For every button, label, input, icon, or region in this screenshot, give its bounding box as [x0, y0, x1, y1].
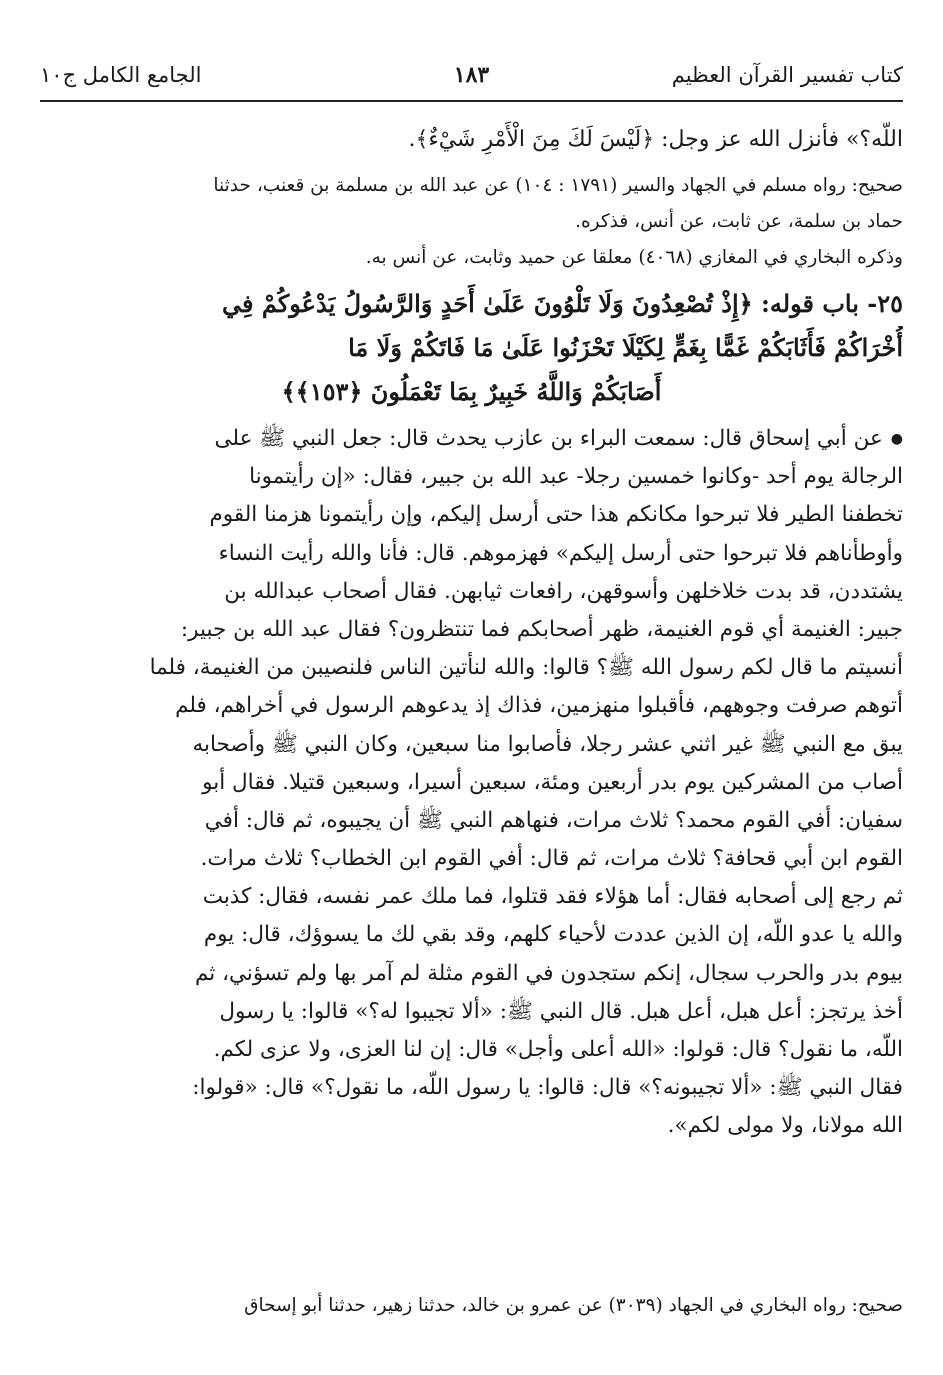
hadith-line: يشتددن، قد بدت خلاخلهن وأسوقهن، رافعات ثيابهن. فقال أصحاب عبدالله بن — [224, 578, 903, 604]
note-line: صحيح: رواه مسلم في الجهاد والسير (١٧٩١ : ١٠٤) عن عبد الله بن مسلمة بن قعنب، حدثنا — [213, 175, 903, 196]
book-title: كتاب تفسير القرآن العظيم — [671, 63, 903, 87]
page-content — [40, 118, 903, 1146]
hadith-line: الله مولانا، ولا مولى لكم». — [667, 1113, 903, 1139]
hadith-line: ثم رجع إلى أصحابه فقال: أما هؤلاء فقد قتلوا، فما ملك عمر نفسه، فقال: كذبت — [202, 884, 903, 910]
chapter-heading-line: أُخْرَاكُمْ فَأَثَابَكُمْ غَمًّا بِغَمٍّ لِكَيْلَا تَحْزَنُوا عَلَىٰ مَا فَاتَكُمْ وَلَا مَا — [348, 333, 903, 362]
hadith-line: وأوطأناهم فلا تبرحوا حتى أرسل إليكم» فهزموهم. قال: فأنا والله رأيت النساء — [218, 540, 903, 566]
hadith-line: أصاب من المشركين يوم بدر أربعين ومئة، سبعين أسيرا، وسبعين قتيلا. فقال أبو — [202, 769, 903, 795]
hadith-line: جبير: الغنيمة أي قوم الغنيمة، ظهر أصحابكم فما تنتظرون؟ فقال عبد الله بن جبير: — [180, 616, 903, 642]
volume-label: الجامع الكامل ج١٠ — [40, 63, 202, 87]
note-line: حماد بن سلمة، عن ثابت، عن أنس، فذكره. — [575, 211, 903, 232]
hadith-line: ● عن أبي إسحاق قال: سمعت البراء بن عازب يحدث قال: جعل النبي ﷺ على — [40, 420, 903, 458]
hadith-line: يبق مع النبي ﷺ غير اثني عشر رجلا، فأصابوا منا سبعين، وكان النبي ﷺ وأصحابه — [192, 731, 903, 757]
header-divider — [40, 100, 903, 102]
note-line: وذكره البخاري في المغازي (٤٠٦٨) معلقا عن حميد وثابت، عن أنس به. — [365, 247, 903, 268]
chapter-heading-line: ٢٥- باب قوله: ﴿إِذْ تُصْعِدُونَ وَلَا تَلْوُونَ عَلَىٰ أَحَدٍ وَالرَّسُولُ يَدْعُوكُمْ فِي — [222, 289, 903, 318]
hadith-line: تخطفنا الطير فلا تبرحوا مكانكم هذا حتى أرسل إليكم، وإن رأيتمونا هزمنا القوم — [209, 502, 903, 528]
hadith-line: أنسيتم ما قال لكم رسول الله ﷺ؟ قالوا: والله لنأتين الناس فلنصيبن من الغنيمة، فلما — [149, 655, 903, 681]
hadith-line: اللّه، ما نقول؟ قال: قولوا: «الله أعلى وأجل» قال: إن لنا العزى، ولا عزى لكم. — [213, 1037, 903, 1062]
hadith-line: الرجالة يوم أحد -وكانوا خمسين رجلا- عبد الله بن جبير، فقال: «إن رأيتمونا — [249, 464, 903, 490]
hadith-line: بيوم بدر والحرب سجال، إنكم ستجدون في القوم مثلة لم آمر بها ولم تسؤني، ثم — [194, 960, 903, 986]
page-number: ١٨٣ — [453, 62, 490, 88]
hadith-line: والله يا عدو اللّه، إن الذين عددت لأحياء كلهم، وقد بقي لك ما يسوؤك، قال: يوم — [203, 922, 903, 948]
chapter-heading-line: أَصَابَكُمْ وَاللَّهُ خَبِيرٌ بِمَا تَعْمَلُونَ ﴿١٥٣﴾﴾ — [281, 377, 662, 406]
hadith-line: أتوهم صرفت وجوههم، فأقبلوا منهزمين، فذاك إذ يدعوهم الرسول في أخراهم، فلم — [175, 693, 903, 719]
hadith-line: سفيان: أفي القوم محمد؟ ثلاث مرات، فنهاهم النبي ﷺ أن يجيبوه، ثم قال: أفي — [204, 807, 903, 833]
hadith-line: القوم ابن أبي قحافة؟ ثلاث مرات، ثم قال: أفي القوم ابن الخطاب؟ ثلاث مرات. — [200, 846, 903, 872]
footnote: صحيح: رواه البخاري في الجهاد (٣٠٣٩) عن عمرو بن خالد، حدثنا زهير، حدثنا أبو إسحاق — [244, 1295, 903, 1316]
page-header — [40, 58, 903, 98]
intro-line: اللّه؟» فأنزل الله عز وجل: ﴿لَيْسَ لَكَ مِنَ الْأَمْرِ شَيْءٌ﴾. — [408, 127, 903, 152]
hadith-line: فقال النبي ﷺ: «ألا تجيبونه؟» قال: قالوا: يا رسول اللّه، ما نقول؟» قال: «قولوا: — [192, 1075, 903, 1101]
hadith-line: أخذ يرتجز: أعل هبل، أعل هبل. قال النبي ﷺ: «ألا تجيبوا له؟» قالوا: يا رسول — [219, 998, 903, 1024]
